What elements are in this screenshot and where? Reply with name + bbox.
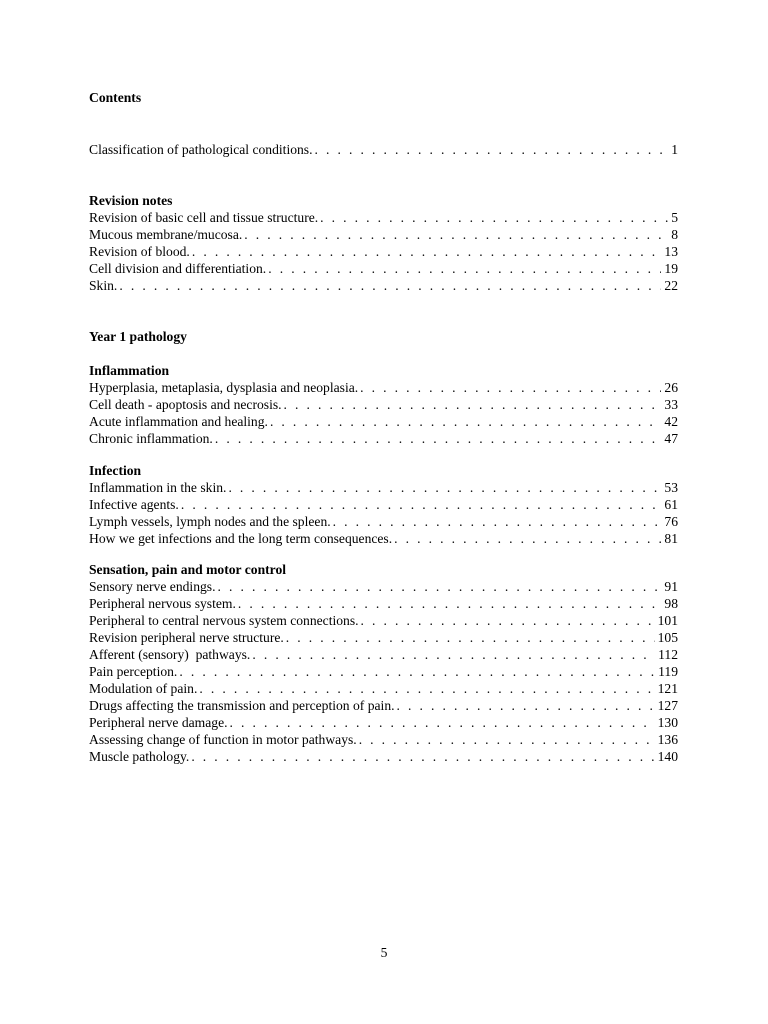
toc-entry-page: 101 (657, 613, 678, 628)
toc-entry[interactable] (89, 663, 678, 680)
toc-entry[interactable] (89, 141, 678, 158)
toc-entry-page: 105 (657, 630, 678, 645)
toc-leader-dots (392, 530, 661, 547)
toc-leader-dots (236, 595, 662, 612)
toc-entry-page: 61 (664, 497, 678, 512)
toc-leader-dots (190, 243, 662, 260)
contents-title: Contents (89, 90, 142, 105)
toc-leader-dots (250, 646, 655, 663)
toc-entry-title: Revision peripheral nerve structure. (89, 630, 284, 645)
toc-leader-dots (177, 663, 655, 680)
toc-entry-title: Cell death - apoptosis and necrosis. (89, 397, 282, 412)
toc-entry-title: Skin. (89, 278, 118, 293)
toc-entry[interactable] (89, 430, 678, 447)
toc-entry[interactable] (89, 714, 678, 731)
toc-entry-title: How we get infections and the long term consequences. (89, 531, 393, 546)
toc-entry[interactable] (89, 260, 678, 277)
toc-leader-dots (215, 578, 661, 595)
toc-entry-page: 53 (664, 480, 678, 495)
toc-entry-title: Sensory nerve endings. (89, 579, 216, 594)
toc-entry-title: Pain perception. (89, 664, 178, 679)
toc-entry[interactable] (89, 680, 678, 697)
toc-leader-dots (179, 496, 662, 513)
toc-entry-title: Muscle pathology. (89, 749, 190, 764)
toc-leader-dots (268, 413, 661, 430)
toc-entry-page: 5 (671, 210, 678, 225)
toc-section-infection (89, 462, 678, 547)
toc-entry[interactable] (89, 479, 678, 496)
toc-leader-dots (266, 260, 661, 277)
toc-entry-title: Inflammation in the skin. (89, 480, 227, 495)
toc-leader-dots (313, 141, 669, 158)
toc-leader-dots (358, 379, 661, 396)
toc-entry-title: Drugs affecting the transmission and perception of pain. (89, 698, 395, 713)
section-heading: Revision notes (89, 193, 173, 208)
toc-leader-dots (226, 479, 661, 496)
toc-leader-dots (395, 697, 655, 714)
toc-entry-page: 98 (664, 596, 678, 611)
toc-section-inflammation (89, 362, 678, 447)
toc-section-sensation (89, 561, 678, 765)
toc-entry-title: Revision of blood. (89, 244, 190, 259)
toc-entry[interactable] (89, 513, 678, 530)
toc-entry[interactable] (89, 277, 678, 294)
toc-entry-page: 1 (671, 142, 678, 157)
toc-entry[interactable] (89, 379, 678, 396)
toc-entry-title: Modulation of pain. (89, 681, 198, 696)
toc-entry-page: 22 (664, 278, 678, 293)
toc-entry-page: 47 (664, 431, 678, 446)
toc-section-intro (89, 141, 678, 158)
toc-entry-title: Peripheral nervous system. (89, 596, 236, 611)
toc-entry[interactable] (89, 697, 678, 714)
toc-entry[interactable] (89, 595, 678, 612)
toc-entry[interactable] (89, 629, 678, 646)
toc-entry-title: Revision of basic cell and tissue structure. (89, 210, 319, 225)
toc-leader-dots (213, 430, 662, 447)
toc-leader-dots (117, 277, 661, 294)
toc-entry[interactable] (89, 496, 678, 513)
toc-entry[interactable] (89, 530, 678, 547)
toc-entry-title: Mucous membrane/mucosa. (89, 227, 243, 242)
toc-entry-title: Assessing change of function in motor pathways. (89, 732, 357, 747)
toc-entry-page: 130 (657, 715, 678, 730)
toc-entry-page: 26 (664, 380, 678, 395)
toc-entry-page: 140 (657, 749, 678, 764)
toc-leader-dots (284, 629, 655, 646)
toc-leader-dots (359, 612, 655, 629)
toc-entry-page: 13 (664, 244, 678, 259)
toc-entry[interactable] (89, 243, 678, 260)
toc-entry[interactable] (89, 646, 678, 663)
toc-entry-title: Peripheral to central nervous system connections. (89, 613, 359, 628)
toc-entry-title: Hyperplasia, metaplasia, dysplasia and neoplasia. (89, 380, 359, 395)
toc-entry-page: 136 (657, 732, 678, 747)
toc-entry-title: Classification of pathological conditions. (89, 142, 313, 157)
toc-entry-page: 119 (658, 664, 678, 679)
toc-entry-page: 91 (664, 579, 678, 594)
toc-entry-page: 19 (664, 261, 678, 276)
part-heading-year1: Year 1 pathology (89, 329, 187, 344)
page-number: 5 (380, 945, 388, 960)
toc-leader-dots (228, 714, 655, 731)
toc-entry-title: Acute inflammation and healing. (89, 414, 268, 429)
toc-entry-title: Cell division and differentiation. (89, 261, 267, 276)
toc-entry-page: 121 (657, 681, 678, 696)
toc-entry[interactable] (89, 748, 678, 765)
toc-entry-title: Lymph vessels, lymph nodes and the spleen. (89, 514, 331, 529)
toc-entry-page: 42 (664, 414, 678, 429)
section-heading: Sensation, pain and motor control (89, 562, 287, 577)
toc-entry-page: 8 (671, 227, 678, 242)
toc-entry[interactable] (89, 578, 678, 595)
toc-leader-dots (197, 680, 654, 697)
toc-entry-page: 127 (657, 698, 678, 713)
toc-entry[interactable] (89, 413, 678, 430)
toc-leader-dots (331, 513, 662, 530)
toc-entry-title: Chronic inflammation. (89, 431, 213, 446)
toc-entry-title: Peripheral nerve damage. (89, 715, 228, 730)
toc-entry[interactable] (89, 612, 678, 629)
toc-section-revision (89, 192, 678, 294)
toc-entry[interactable] (89, 731, 678, 748)
toc-entry-page: 76 (664, 514, 678, 529)
toc-entry-title: Afferent (sensory) pathways. (89, 647, 251, 662)
toc-leader-dots (357, 731, 655, 748)
toc-leader-dots (242, 226, 668, 243)
toc-leader-dots (318, 209, 668, 226)
toc-entry[interactable] (89, 396, 678, 413)
toc-leader-dots (282, 396, 662, 413)
toc-entry-page: 81 (664, 531, 678, 546)
toc-leader-dots (189, 748, 654, 765)
toc-entry-page: 112 (658, 647, 678, 662)
toc-entry[interactable] (89, 226, 678, 243)
section-heading: Inflammation (89, 363, 170, 378)
toc-entry[interactable] (89, 209, 678, 226)
toc-entry-page: 33 (664, 397, 678, 412)
section-heading: Infection (89, 463, 142, 478)
toc-entry-title: Infective agents. (89, 497, 179, 512)
